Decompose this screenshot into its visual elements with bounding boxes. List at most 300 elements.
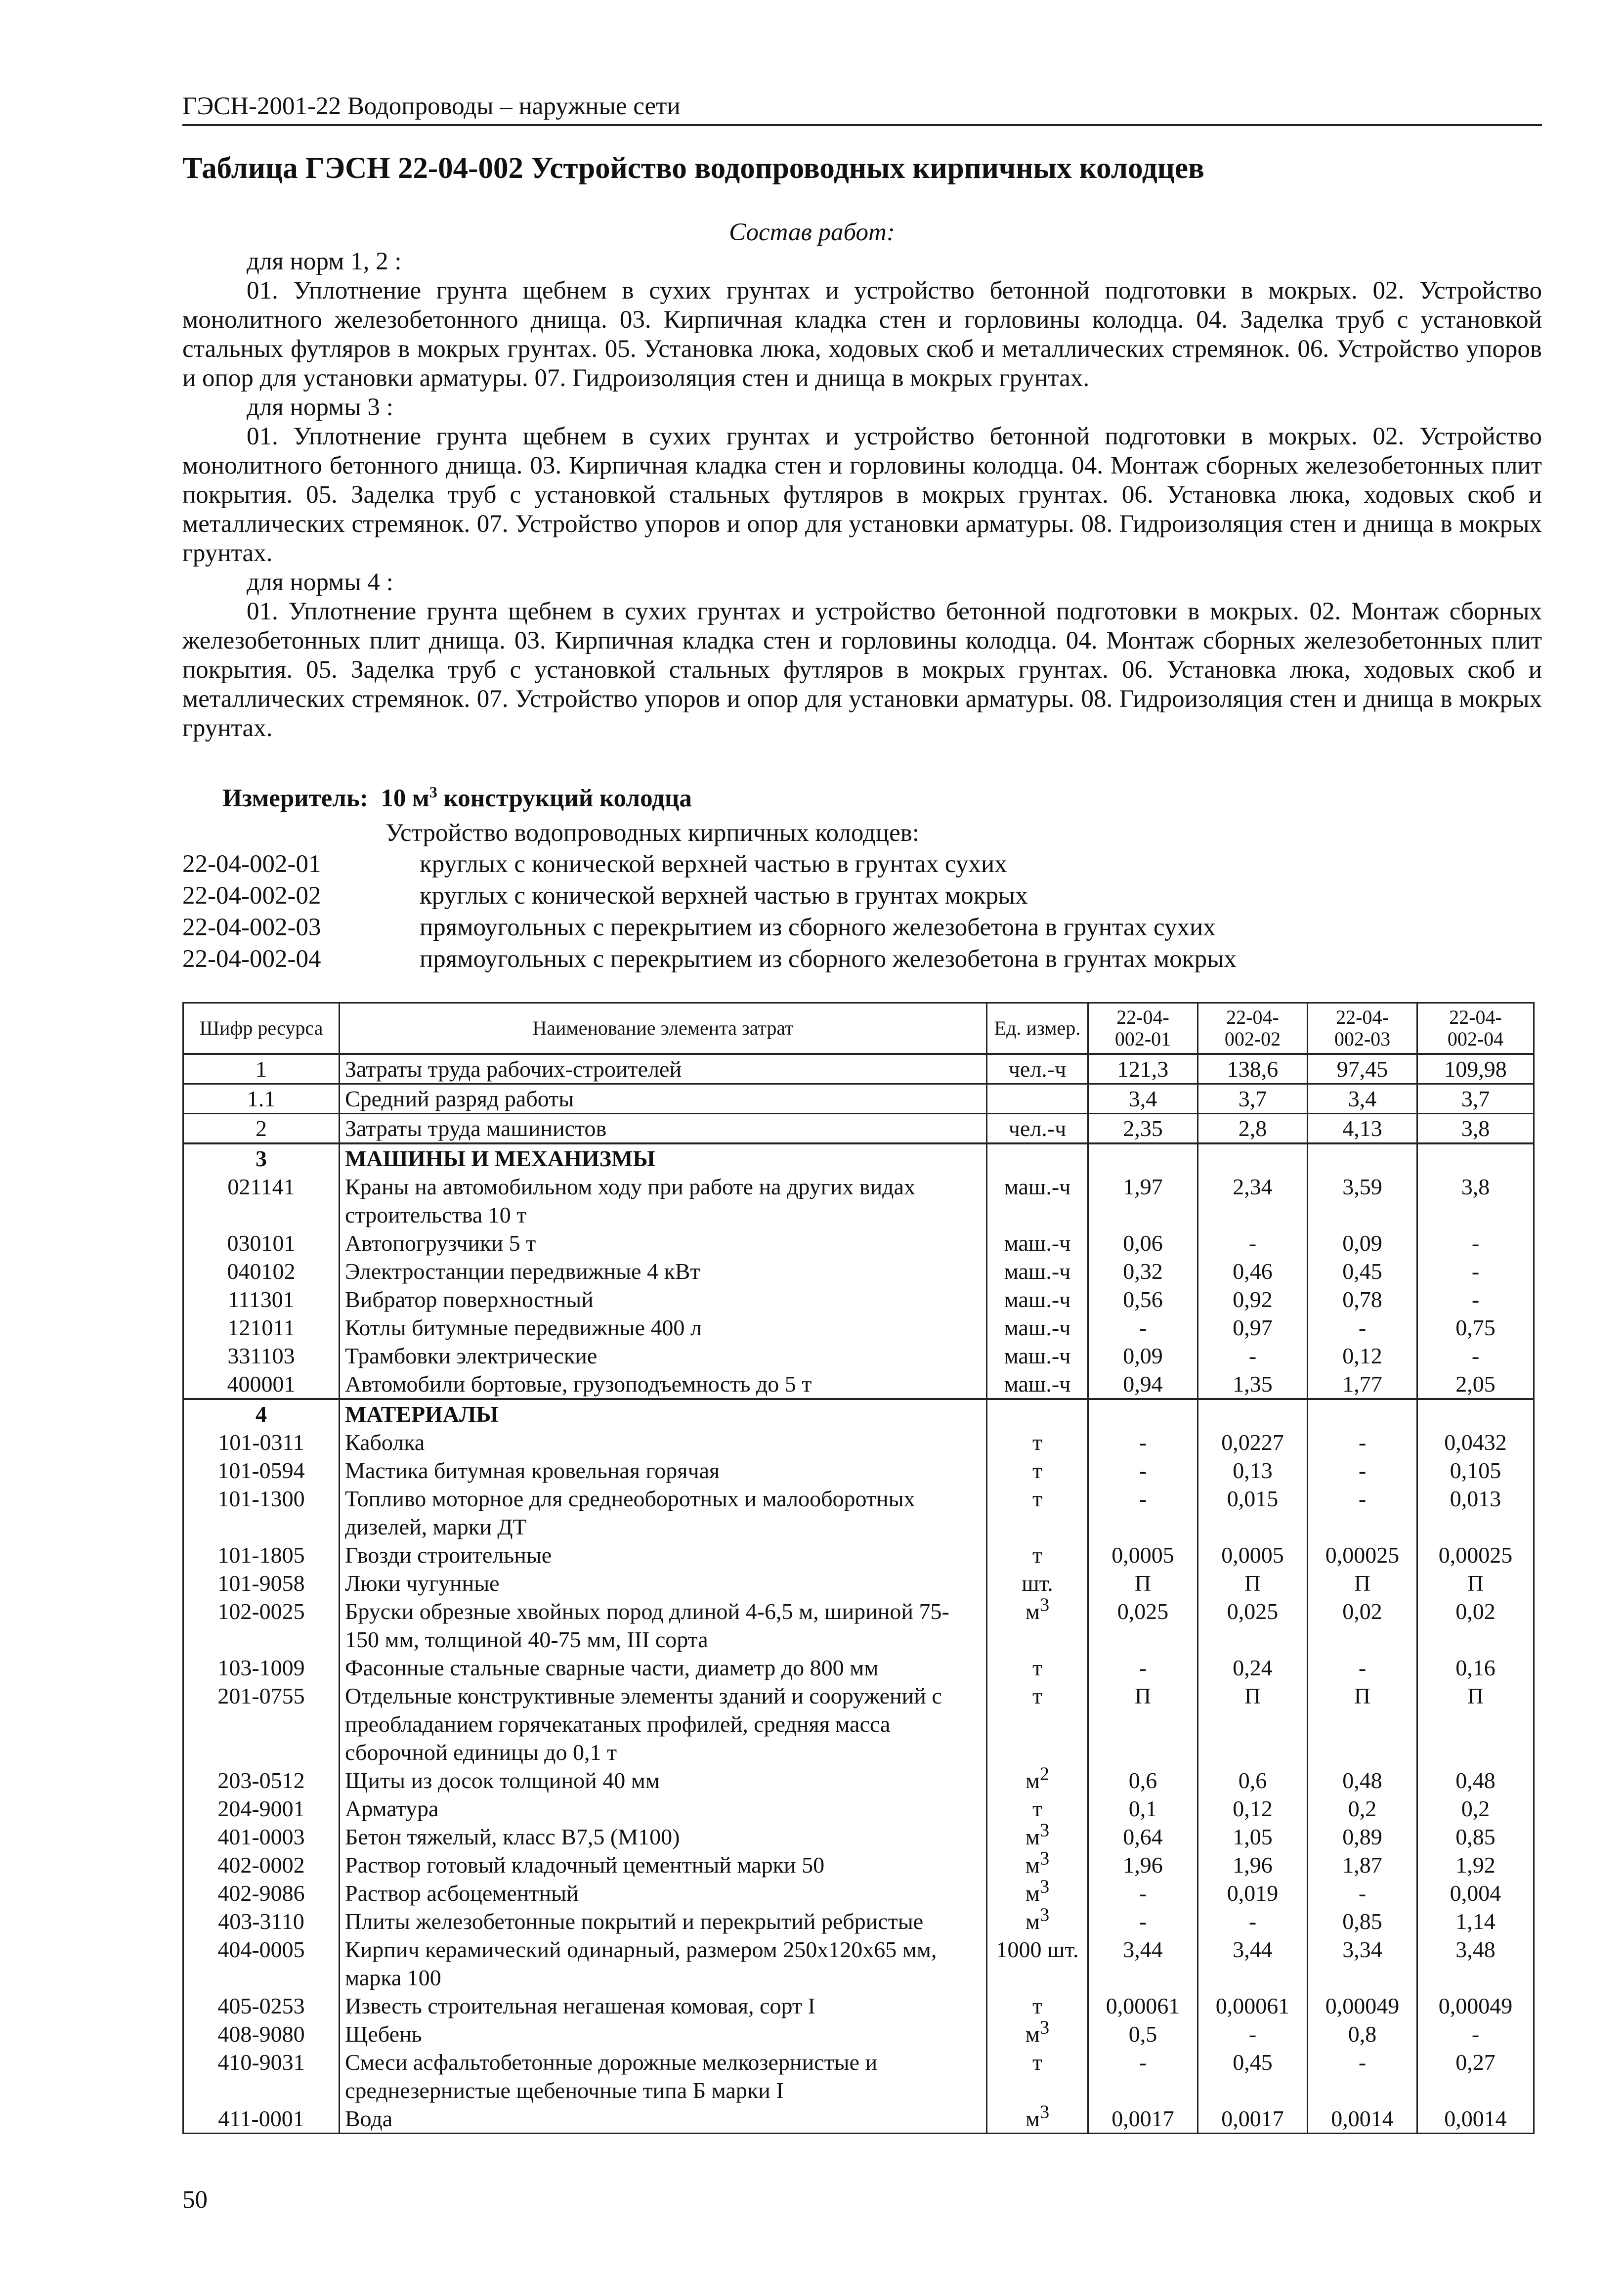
norm-value bbox=[1417, 1399, 1534, 1428]
resource-name: Затраты труда машинистов bbox=[340, 1114, 987, 1144]
resource-name: Вибратор поверхностный bbox=[340, 1285, 987, 1313]
norm-value: 109,98 bbox=[1417, 1054, 1534, 1084]
norm-value: 0,0017 bbox=[1198, 2104, 1308, 2134]
norm-value: 0,12 bbox=[1308, 1342, 1417, 1370]
resource-code: 103-1009 bbox=[183, 1654, 340, 1682]
norm-value: 0,94 bbox=[1088, 1370, 1198, 1399]
norm-value: - bbox=[1308, 1456, 1417, 1485]
norm-value: 0,00025 bbox=[1308, 1541, 1417, 1569]
resource-unit bbox=[987, 1114, 1088, 1144]
resource-code: 101-9058 bbox=[183, 1569, 340, 1597]
resource-name: Электростанции передвижные 4 кВт bbox=[340, 1257, 987, 1285]
unit-power: 3 bbox=[1039, 1820, 1050, 1841]
norm-value: - bbox=[1198, 1229, 1308, 1257]
norm-value: 0,85 bbox=[1308, 1907, 1417, 1935]
variant-text: круглых с конической верхней частью в грунтах сухих bbox=[420, 850, 1007, 878]
norm-value: 0,13 bbox=[1198, 1456, 1308, 1485]
unit-text: м bbox=[1025, 2021, 1040, 2047]
unit-text: м bbox=[1025, 1852, 1040, 1878]
norm-value: 3,4 bbox=[1088, 1084, 1198, 1114]
unit-text: маш.-ч bbox=[1004, 1343, 1071, 1368]
resource-code: 403-3110 bbox=[183, 1907, 340, 1935]
unit-text: м bbox=[1025, 1599, 1040, 1624]
norm-value: - bbox=[1088, 1313, 1198, 1342]
norm-value: - bbox=[1308, 1654, 1417, 1682]
header-norm-bottom: 002-01 bbox=[1114, 1028, 1171, 1050]
variant-row bbox=[182, 912, 1237, 943]
variant-code: 22-04-002-04 bbox=[182, 945, 321, 973]
norm-value: - bbox=[1088, 1654, 1198, 1682]
norm-label: для нормы 3 : bbox=[247, 394, 393, 421]
unit-text: т bbox=[1032, 2050, 1043, 2075]
norm-value: 0,89 bbox=[1308, 1823, 1417, 1851]
norm-value: 0,48 bbox=[1308, 1766, 1417, 1795]
resource-unit bbox=[987, 1569, 1088, 1597]
resource-name: Плиты железобетонные покрытий и перекрытий ребристые bbox=[340, 1907, 987, 1935]
norm-value: - bbox=[1088, 1907, 1198, 1935]
norm-value bbox=[1198, 1143, 1308, 1173]
norm-value: П bbox=[1417, 1682, 1534, 1766]
table-row bbox=[183, 1084, 1534, 1114]
norm-value: 0,0432 bbox=[1417, 1428, 1534, 1456]
norm-value bbox=[1088, 1143, 1198, 1173]
table-row bbox=[183, 2104, 1534, 2134]
unit-text: т bbox=[1032, 1796, 1043, 1821]
resource-unit bbox=[987, 1370, 1088, 1399]
table-header-row bbox=[183, 1003, 1534, 1054]
table-row bbox=[183, 1485, 1534, 1541]
resource-name: Арматура bbox=[340, 1795, 987, 1823]
resource-code: 410-9031 bbox=[183, 2048, 340, 2104]
resource-unit bbox=[987, 2048, 1088, 2104]
norm-value: 3,59 bbox=[1308, 1173, 1417, 1229]
table-row bbox=[183, 1541, 1534, 1569]
norm-value: 0,019 bbox=[1198, 1879, 1308, 1907]
norm-value: 0,45 bbox=[1198, 2048, 1308, 2104]
resource-unit bbox=[987, 1654, 1088, 1682]
norm-value: 0,6 bbox=[1088, 1766, 1198, 1795]
unit-power: 3 bbox=[1039, 2101, 1050, 2123]
norm-value: 1,97 bbox=[1088, 1173, 1198, 1229]
resource-code: 402-9086 bbox=[183, 1879, 340, 1907]
table-row bbox=[183, 1143, 1534, 1173]
norm-value: 2,8 bbox=[1198, 1114, 1308, 1144]
unit-power: 3 bbox=[1039, 1904, 1050, 1926]
resource-name: Смеси асфальтобетонные дорожные мелкозернистые и среднезернистые щебеночные типа Б марки I bbox=[340, 2048, 987, 2104]
norm-value: 0,92 bbox=[1198, 1285, 1308, 1313]
resource-code: 030101 bbox=[183, 1229, 340, 1257]
resource-name: Трамбовки электрические bbox=[340, 1342, 987, 1370]
unit-text: чел.-ч bbox=[1008, 1056, 1067, 1082]
resource-unit bbox=[987, 1763, 1088, 1795]
norm-value: 0,06 bbox=[1088, 1229, 1198, 1257]
norm-value: 0,56 bbox=[1088, 1285, 1198, 1313]
table-title: Таблица ГЭСН 22-04-002 Устройство водопроводных кирпичных колодцев bbox=[182, 152, 1204, 185]
resource-code: 1.1 bbox=[183, 1084, 340, 1114]
norm-value: 0,105 bbox=[1417, 1456, 1534, 1485]
measure-label: Измеритель: bbox=[222, 785, 368, 812]
norm-value: П bbox=[1308, 1569, 1417, 1597]
resource-code: 401-0003 bbox=[183, 1823, 340, 1851]
header-norm-bottom: 002-02 bbox=[1224, 1028, 1281, 1050]
norm-value: - bbox=[1198, 2020, 1308, 2048]
norm-value: - bbox=[1308, 1485, 1417, 1541]
header-norm-bottom: 002-04 bbox=[1447, 1028, 1504, 1050]
unit-text: м bbox=[1025, 1881, 1040, 1906]
resource-name: Щиты из досок толщиной 40 мм bbox=[340, 1766, 987, 1795]
resource-name: Котлы битумные передвижные 400 л bbox=[340, 1313, 987, 1342]
norm-value: П bbox=[1417, 1569, 1534, 1597]
resource-code: 101-1805 bbox=[183, 1541, 340, 1569]
resource-code: 331103 bbox=[183, 1342, 340, 1370]
norm-value: 0,09 bbox=[1088, 1342, 1198, 1370]
table-row bbox=[183, 2020, 1534, 2048]
table-row bbox=[183, 1569, 1534, 1597]
norm-value: 0,2 bbox=[1417, 1795, 1534, 1823]
unit-text: т bbox=[1032, 1458, 1043, 1483]
unit-text: маш.-ч bbox=[1004, 1174, 1071, 1199]
unit-power: 3 bbox=[1039, 1876, 1050, 1897]
table-row bbox=[183, 1682, 1534, 1766]
norm-value: 3,7 bbox=[1417, 1084, 1534, 1114]
unit-text: т bbox=[1032, 1655, 1043, 1680]
resource-unit bbox=[987, 1848, 1088, 1879]
variants-list bbox=[182, 848, 1237, 975]
table-row bbox=[183, 1229, 1534, 1257]
resource-code: 408-9080 bbox=[183, 2020, 340, 2048]
resource-unit bbox=[987, 1820, 1088, 1851]
norm-value: - bbox=[1308, 1428, 1417, 1456]
norm-value: 0,46 bbox=[1198, 1257, 1308, 1285]
resource-unit bbox=[987, 1084, 1088, 1114]
norm-value: 0,00061 bbox=[1088, 1992, 1198, 2020]
norm-value: П bbox=[1088, 1682, 1198, 1766]
resource-unit bbox=[987, 2101, 1088, 2134]
header-norm-top: 22-04- bbox=[1449, 1006, 1502, 1028]
norm-value bbox=[1198, 1399, 1308, 1428]
norm-value: - bbox=[1308, 2048, 1417, 2104]
norm-value: 0,004 bbox=[1417, 1879, 1534, 1907]
norm-value: 0,16 bbox=[1417, 1654, 1534, 1682]
resource-name: Вода bbox=[340, 2104, 987, 2134]
resource-unit bbox=[987, 1342, 1088, 1370]
resource-unit bbox=[987, 1229, 1088, 1257]
norm-value: 0,013 bbox=[1417, 1485, 1534, 1541]
variant-text: круглых с конической верхней частью в грунтах мокрых bbox=[420, 882, 1028, 910]
norm-value: 0,00049 bbox=[1417, 1992, 1534, 2020]
variant-code: 22-04-002-01 bbox=[182, 850, 321, 878]
unit-power: 2 bbox=[1039, 1763, 1050, 1785]
norm-value: 0,015 bbox=[1198, 1485, 1308, 1541]
resource-unit bbox=[987, 2017, 1088, 2048]
norm-value: 0,0014 bbox=[1308, 2104, 1417, 2134]
norm-value: 2,34 bbox=[1198, 1173, 1308, 1229]
norm-value: 0,025 bbox=[1088, 1597, 1198, 1654]
table-row bbox=[183, 1935, 1534, 1992]
table-row bbox=[183, 1597, 1534, 1654]
norm-value: П bbox=[1088, 1569, 1198, 1597]
unit-text: т bbox=[1032, 1993, 1043, 2018]
header-norm-3 bbox=[1308, 1003, 1417, 1054]
unit-text: маш.-ч bbox=[1004, 1371, 1071, 1397]
resource-code: 101-0311 bbox=[183, 1428, 340, 1456]
measure-amount: 10 м bbox=[381, 785, 429, 812]
norm-value: 2,05 bbox=[1417, 1370, 1534, 1399]
table-row bbox=[183, 1823, 1534, 1851]
norm-text: 01. Уплотнение грунта щебнем в сухих грунтах и устройство бетонной подготовки в мокрых. 02. Устройство монолитного бетонного днища. 03. Кирпичная кладка стен и горловины колодца. 04. Монтаж сборных железобетонных плит покрытия. 05. Заделка труб с установкой стальных футляров в мокрых грунтах. 06. Установка люка, ходовых скоб и металлических стремянок. 07. Устройство упоров и опор для установки арматуры. 08. Гидроизоляция стен и днища в мокрых грунтах. bbox=[182, 423, 1542, 567]
norm-value: 0,0017 bbox=[1088, 2104, 1198, 2134]
norm-value: 3,8 bbox=[1417, 1114, 1534, 1144]
resource-name: Раствор асбоцементный bbox=[340, 1879, 987, 1907]
unit-power: 3 bbox=[1039, 1848, 1050, 1869]
resource-name: Автомобили бортовые, грузоподъемность до 5 т bbox=[340, 1370, 987, 1399]
resource-name: Каболка bbox=[340, 1428, 987, 1456]
measure-object: конструкций колодца bbox=[443, 785, 692, 812]
variant-row bbox=[182, 880, 1237, 912]
unit-text: т bbox=[1032, 1430, 1043, 1455]
resource-unit bbox=[987, 1795, 1088, 1823]
resource-name: Фасонные стальные сварные части, диаметр до 800 мм bbox=[340, 1654, 987, 1682]
norm-value: - bbox=[1308, 1879, 1417, 1907]
unit-text: м bbox=[1025, 1768, 1040, 1793]
unit-text: т bbox=[1032, 1683, 1043, 1708]
table-row bbox=[183, 1342, 1534, 1370]
resource-code: 040102 bbox=[183, 1257, 340, 1285]
norm-value: - bbox=[1198, 1342, 1308, 1370]
resource-code: 101-1300 bbox=[183, 1485, 340, 1541]
norm-value: 0,1 bbox=[1088, 1795, 1198, 1823]
norm-value: - bbox=[1088, 1456, 1198, 1485]
resource-name: Гвозди строительные bbox=[340, 1541, 987, 1569]
table-row bbox=[183, 1907, 1534, 1935]
resource-code: 101-0594 bbox=[183, 1456, 340, 1485]
table-row bbox=[183, 1173, 1534, 1229]
measure-power: 3 bbox=[429, 783, 437, 801]
norm-value: - bbox=[1417, 1257, 1534, 1285]
variant-row bbox=[182, 943, 1237, 975]
resource-code: 102-0025 bbox=[183, 1597, 340, 1654]
unit-text: м bbox=[1025, 1824, 1040, 1849]
norm-value: 1,87 bbox=[1308, 1851, 1417, 1879]
table-row bbox=[183, 1399, 1534, 1428]
work-composition bbox=[182, 247, 1542, 743]
resource-code: 111301 bbox=[183, 1285, 340, 1313]
unit-text: чел.-ч bbox=[1008, 1116, 1067, 1141]
work-composition-heading: Состав работ: bbox=[729, 219, 895, 246]
resource-unit bbox=[987, 1935, 1088, 1992]
norm-value: 0,8 bbox=[1308, 2020, 1417, 2048]
norm-value: 3,34 bbox=[1308, 1935, 1417, 1992]
resource-name: МАШИНЫ И МЕХАНИЗМЫ bbox=[340, 1143, 987, 1173]
resource-name: Щебень bbox=[340, 2020, 987, 2048]
norm-value: 1,77 bbox=[1308, 1370, 1417, 1399]
norm-value: - bbox=[1417, 1229, 1534, 1257]
variant-text: прямоугольных с перекрытием из сборного железобетона в грунтах мокрых bbox=[420, 945, 1237, 973]
resource-name: Бетон тяжелый, класс В7,5 (М100) bbox=[340, 1823, 987, 1851]
norm-value: 0,0005 bbox=[1088, 1541, 1198, 1569]
table-row bbox=[183, 1795, 1534, 1823]
norm-value bbox=[1417, 1143, 1534, 1173]
norm-value: 0,12 bbox=[1198, 1795, 1308, 1823]
norm-value: П bbox=[1198, 1682, 1308, 1766]
norm-value: 0,48 bbox=[1417, 1766, 1534, 1795]
norm-value: 1,96 bbox=[1088, 1851, 1198, 1879]
page-number: 50 bbox=[182, 2186, 208, 2214]
norm-value: 0,6 bbox=[1198, 1766, 1308, 1795]
norm-value: - bbox=[1088, 1879, 1198, 1907]
norm-label: для норм 1, 2 : bbox=[247, 248, 402, 275]
norm-value: 0,32 bbox=[1088, 1257, 1198, 1285]
unit-text: м bbox=[1025, 2106, 1040, 2131]
table-row bbox=[183, 2048, 1534, 2104]
norm-value bbox=[1308, 1399, 1417, 1428]
norm-value: 3,8 bbox=[1417, 1173, 1534, 1229]
measure-unit bbox=[222, 784, 692, 813]
table-row bbox=[183, 1313, 1534, 1342]
resource-unit bbox=[987, 1428, 1088, 1456]
resource-unit bbox=[987, 1541, 1088, 1569]
norm-value: - bbox=[1088, 1485, 1198, 1541]
norm-value: 121,3 bbox=[1088, 1054, 1198, 1084]
norm-value: 0,45 bbox=[1308, 1257, 1417, 1285]
resource-name: Мастика битумная кровельная горячая bbox=[340, 1456, 987, 1485]
resource-unit bbox=[987, 1173, 1088, 1229]
norm-value: 3,48 bbox=[1417, 1935, 1534, 1992]
header-norm-2 bbox=[1198, 1003, 1308, 1054]
norm-value: 0,02 bbox=[1308, 1597, 1417, 1654]
resource-code: 203-0512 bbox=[183, 1766, 340, 1795]
resource-code: 204-9001 bbox=[183, 1795, 340, 1823]
norm-value: - bbox=[1417, 2020, 1534, 2048]
header-norm-bottom: 002-03 bbox=[1334, 1028, 1391, 1050]
norm-value: 1,92 bbox=[1417, 1851, 1534, 1879]
resource-unit bbox=[987, 1399, 1088, 1428]
table-row bbox=[183, 1114, 1534, 1144]
norm-value: 0,27 bbox=[1417, 2048, 1534, 2104]
norm-value: 0,02 bbox=[1417, 1597, 1534, 1654]
table-row bbox=[183, 1428, 1534, 1456]
resource-unit bbox=[987, 1904, 1088, 1935]
norm-value: 0,00025 bbox=[1417, 1541, 1534, 1569]
norm-value: 0,0014 bbox=[1417, 2104, 1534, 2134]
resources-table bbox=[182, 1002, 1535, 2134]
resource-name: Топливо моторное для среднеоборотных и малооборотных дизелей, марки ДТ bbox=[340, 1485, 987, 1541]
norm-value: 1,35 bbox=[1198, 1370, 1308, 1399]
header-name: Наименование элемента затрат bbox=[340, 1003, 987, 1054]
resource-code: 4 bbox=[183, 1399, 340, 1428]
resource-code: 402-0002 bbox=[183, 1851, 340, 1879]
norm-value: 0,85 bbox=[1417, 1823, 1534, 1851]
header-norm-top: 22-04- bbox=[1336, 1006, 1389, 1028]
resource-code: 400001 bbox=[183, 1370, 340, 1399]
norm-value: П bbox=[1198, 1569, 1308, 1597]
resource-code: 2 bbox=[183, 1114, 340, 1144]
resource-unit bbox=[987, 1143, 1088, 1173]
norm-value: 0,2 bbox=[1308, 1795, 1417, 1823]
resource-code: 405-0253 bbox=[183, 1992, 340, 2020]
running-header: ГЭСН-2001-22 Водопроводы – наружные сети bbox=[182, 91, 1542, 126]
resource-name: Известь строительная негашеная комовая, сорт I bbox=[340, 1992, 987, 2020]
table-row bbox=[183, 1456, 1534, 1485]
resource-code: 121011 bbox=[183, 1313, 340, 1342]
table-row bbox=[183, 1285, 1534, 1313]
resource-name: Отдельные конструктивные элементы зданий и сооружений с преобладанием горячекатаных профилей, средняя масса сборочной единицы до 0,1 т bbox=[340, 1682, 987, 1766]
norm-value: - bbox=[1198, 1907, 1308, 1935]
resource-code: 1 bbox=[183, 1054, 340, 1084]
unit-text: маш.-ч bbox=[1004, 1259, 1071, 1284]
resource-unit bbox=[987, 1682, 1088, 1766]
norm-value bbox=[1088, 1399, 1198, 1428]
norm-value: 0,24 bbox=[1198, 1654, 1308, 1682]
header-norm-top: 22-04- bbox=[1226, 1006, 1279, 1028]
unit-text: м bbox=[1025, 1909, 1040, 1934]
header-norm-top: 22-04- bbox=[1116, 1006, 1169, 1028]
resource-unit bbox=[987, 1285, 1088, 1313]
norm-value: 0,64 bbox=[1088, 1823, 1198, 1851]
norm-value: 0,0227 bbox=[1198, 1428, 1308, 1456]
norm-value: 3,44 bbox=[1088, 1935, 1198, 1992]
variant-code: 22-04-002-03 bbox=[182, 914, 321, 941]
unit-text: т bbox=[1032, 1486, 1043, 1511]
unit-text: шт. bbox=[1022, 1571, 1053, 1596]
header-norm-1 bbox=[1088, 1003, 1198, 1054]
variant-code: 22-04-002-02 bbox=[182, 882, 321, 910]
resource-code: 201-0755 bbox=[183, 1682, 340, 1766]
norm-value: - bbox=[1088, 2048, 1198, 2104]
unit-text: т bbox=[1032, 1542, 1043, 1568]
norm-value: - bbox=[1308, 1313, 1417, 1342]
variant-row bbox=[182, 848, 1237, 880]
resource-unit bbox=[987, 1456, 1088, 1485]
norm-value: 3,7 bbox=[1198, 1084, 1308, 1114]
unit-power: 3 bbox=[1039, 1594, 1050, 1616]
unit-text: маш.-ч bbox=[1004, 1287, 1071, 1312]
norm-value: 0,78 bbox=[1308, 1285, 1417, 1313]
resource-unit bbox=[987, 1313, 1088, 1342]
norm-value: 0,5 bbox=[1088, 2020, 1198, 2048]
unit-power: 3 bbox=[1039, 2017, 1050, 2038]
norm-value: 97,45 bbox=[1308, 1054, 1417, 1084]
table-body bbox=[183, 1054, 1534, 2134]
table-row bbox=[183, 1257, 1534, 1285]
resource-code: 3 bbox=[183, 1143, 340, 1173]
header-norm-4 bbox=[1417, 1003, 1534, 1054]
table-row bbox=[183, 1654, 1534, 1682]
resource-name: Бруски обрезные хвойных пород длиной 4-6,5 м, шириной 75-150 мм, толщиной 40-75 мм, III сорта bbox=[340, 1597, 987, 1654]
resource-unit bbox=[987, 1876, 1088, 1907]
norm-value: - bbox=[1417, 1342, 1534, 1370]
unit-text: маш.-ч bbox=[1004, 1315, 1071, 1340]
resource-name: Люки чугунные bbox=[340, 1569, 987, 1597]
unit-text: маш.-ч bbox=[1004, 1230, 1071, 1256]
norm-value: 0,75 bbox=[1417, 1313, 1534, 1342]
norm-text: 01. Уплотнение грунта щебнем в сухих грунтах и устройство бетонной подготовки в мокрых. 02. Монтаж сборных железобетонных плит днища. 03. Кирпичная кладка стен и горловины колодца. 04. Монтаж сборных железобетонных плит покрытия. 05. Заделка труб с установкой стальных футляров в мокрых грунтах. 06. Установка люка, ходовых скоб и металлических стремянок. 07. Устройство упоров и опор для установки арматуры. 08. Гидроизоляция стен и днища в мокрых грунтах. bbox=[182, 598, 1542, 742]
resource-name: Краны на автомобильном ходу при работе на других видах строительства 10 т bbox=[340, 1173, 987, 1229]
resource-name: Кирпич керамический одинарный, размером 250х120х65 мм, марка 100 bbox=[340, 1935, 987, 1992]
table-row bbox=[183, 1766, 1534, 1795]
header-code: Шифр ресурса bbox=[183, 1003, 340, 1054]
norm-value: 0,09 bbox=[1308, 1229, 1417, 1257]
norm-value: 0,97 bbox=[1198, 1313, 1308, 1342]
resource-code: 021141 bbox=[183, 1173, 340, 1229]
norm-value: 0,00049 bbox=[1308, 1992, 1417, 2020]
norm-value: 3,4 bbox=[1308, 1084, 1417, 1114]
norm-value: 1,05 bbox=[1198, 1823, 1308, 1851]
resource-name: Средний разряд работы bbox=[340, 1084, 987, 1114]
norm-value: 3,44 bbox=[1198, 1935, 1308, 1992]
resource-unit bbox=[987, 1594, 1088, 1654]
table-row bbox=[183, 1851, 1534, 1879]
